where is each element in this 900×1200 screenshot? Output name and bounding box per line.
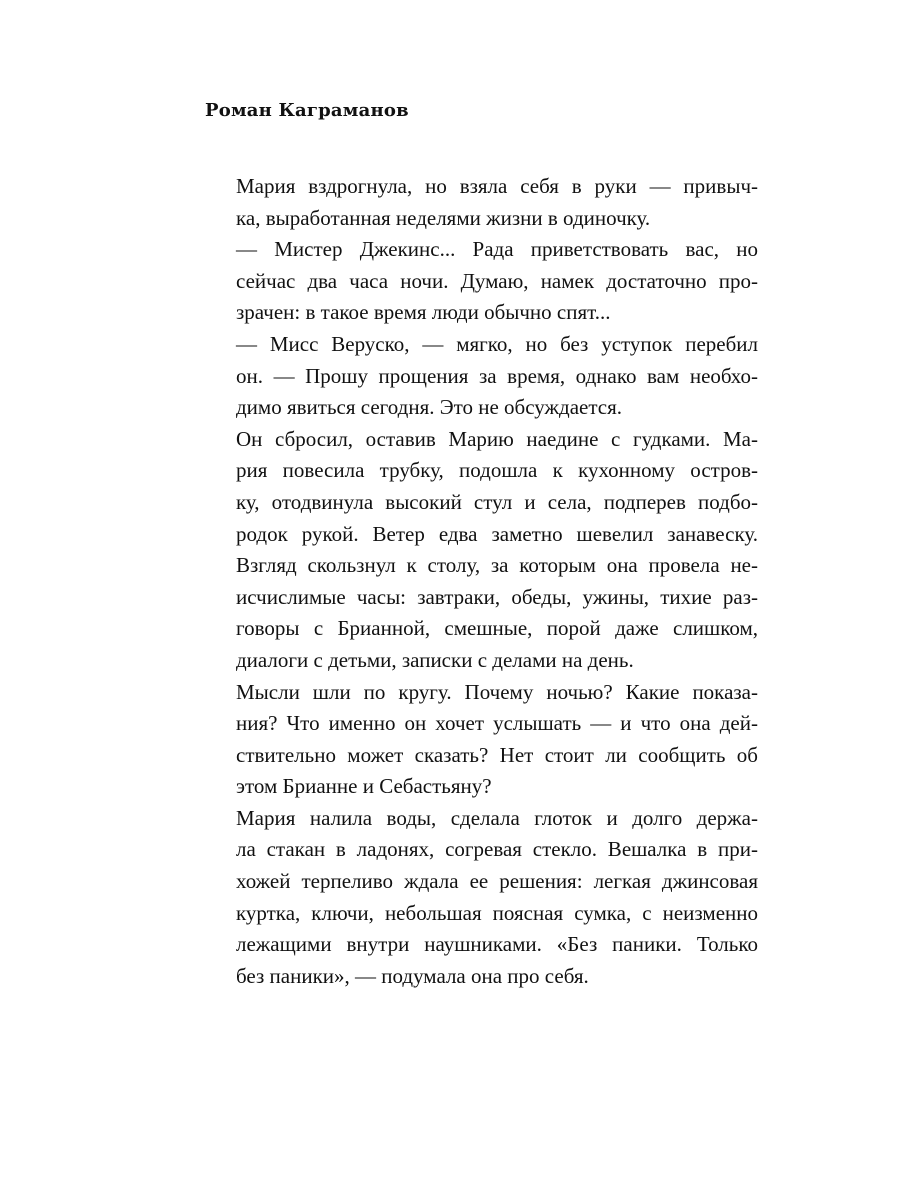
text-line: Мысли шли по кругу. Почему ночью? Какие показа- (236, 679, 758, 704)
running-head-author: Роман Каграманов (205, 100, 409, 121)
text-line: сейчас два часа ночи. Думаю, намек достаточно про- (236, 268, 758, 293)
text-line: говоры с Брианной, смешные, порой даже слишком, (236, 616, 758, 641)
body-text (206, 171, 758, 992)
text-line: исчислимые часы: завтраки, обеды, ужины, тихие раз- (236, 584, 758, 609)
text-line: этом Брианне и Себастьяну? (236, 774, 492, 799)
text-line: ка, выработанная неделями жизни в одиночку. (236, 205, 651, 230)
text-line: Взгляд скользнул к столу, за которым она провела не- (236, 553, 758, 578)
text-line: куртка, ключи, небольшая поясная сумка, с неизменно (236, 900, 758, 925)
text-line: Мария налила воды, сделала глоток и долго держа- (236, 805, 758, 830)
text-line: зрачен: в такое время люди обычно спят... (236, 300, 611, 325)
text-line: Мария вздрогнула, но взяла себя в руки — привыч- (236, 174, 758, 198)
text-line: — Мистер Джекинс... Рада приветствовать вас, но (236, 237, 758, 262)
text-line: родок рукой. Ветер едва заметно шевелил занавеску. (236, 521, 758, 546)
paragraph (206, 171, 758, 234)
text-line: Он сбросил, оставив Марию наедине с гудками. Ма- (236, 426, 758, 451)
text-line: без паники», — подумала она про себя. (236, 963, 589, 988)
text-line: рия повесила трубку, подошла к кухонному остров- (236, 458, 758, 483)
paragraph (206, 677, 758, 803)
text-line: ния? Что именно он хочет услышать — и что она дей- (236, 711, 758, 736)
text-line: — Мисс Веруско, — мягко, но без уступок перебил (236, 331, 758, 356)
text-line: лежащими внутри наушниками. «Без паники. Только (236, 932, 758, 957)
paragraph (206, 234, 758, 329)
text-line: хожей терпеливо ждала ее решения: легкая джинсовая (236, 869, 758, 894)
paragraph (206, 329, 758, 424)
text-line: ку, отодвинула высокий стул и села, подперев подбо- (236, 489, 758, 514)
text-line: димо явиться сегодня. Это не обсуждается. (236, 395, 622, 420)
text-line: ла стакан в ладонях, согревая стекло. Вешалка в при- (236, 837, 758, 862)
paragraph (206, 803, 758, 993)
paragraph (206, 424, 758, 677)
text-line: диалоги с детьми, записки с делами на день. (236, 647, 634, 672)
text-line: ствительно может сказать? Нет стоит ли сообщить об (236, 742, 758, 767)
text-line: он. — Прошу прощения за время, однако вам необхо- (236, 363, 758, 388)
